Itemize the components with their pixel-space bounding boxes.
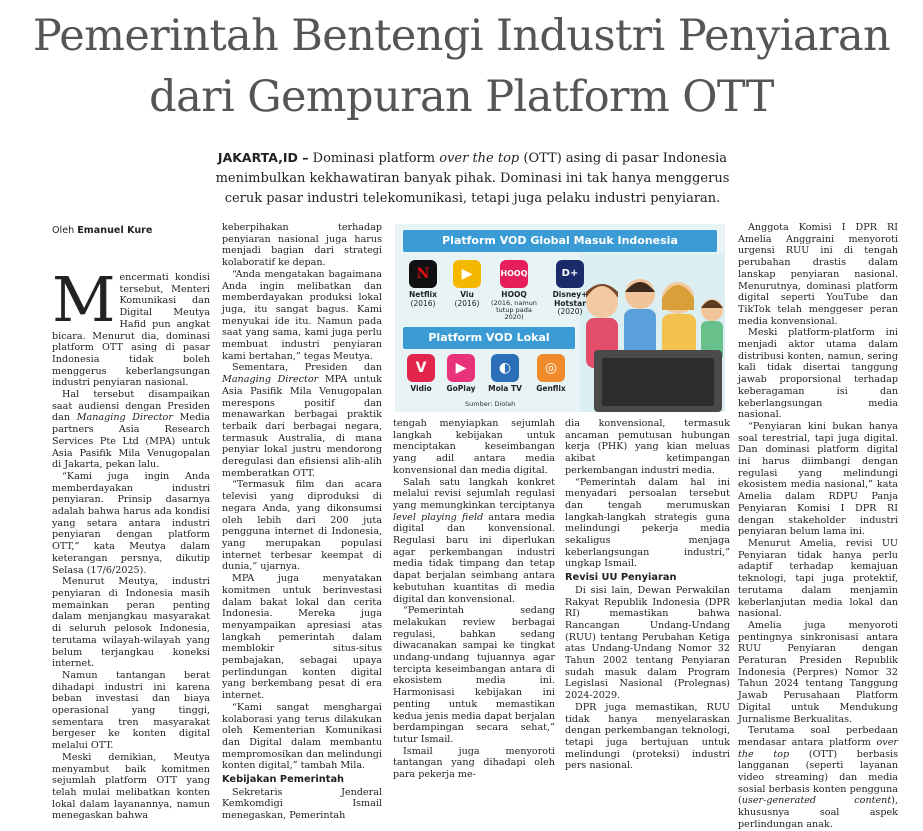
byline <box>52 225 152 236</box>
app-year: (2016) <box>410 298 436 308</box>
app-genflix <box>529 354 573 394</box>
byline-prefix: Oleh <box>52 225 78 236</box>
paragraph: Ismail juga menyoroti tantangan yang dihadapi oleh para pekerja me- <box>393 745 555 781</box>
paragraph: tengah menyiapkan sejumlah langkah kebijakan untuk menciptakan keseimbangan yang adil antara media konvensional dan media digital. <box>393 418 555 476</box>
paragraph: “Anda mengatakan bagaimana Anda ingin melibatkan dan memberdayakan produksi lokal juga, itu sangat bagus. Kami menyukai ide itu. Namun pada saat yang sama, kami juga perlu membuat industri penyiaran kami bertahan,” tegas Meutya. <box>222 268 382 362</box>
hooq-icon: HOOQ <box>500 260 528 288</box>
lead-text-a: Dominasi platform <box>308 151 440 166</box>
article-column-2 <box>222 222 382 822</box>
text-run-italic: Managing Director <box>222 374 319 386</box>
article-column-3 <box>393 418 555 781</box>
paragraph: “Pemerintah dalam hal ini menyadari persoalan tersebut dan tengah merumuskan langkah-langkah strategis guna melindungi pekerja media sekaligus menjaga keberlangsungan industri,” ungkap Ismail. <box>565 476 730 570</box>
paragraph <box>738 725 898 830</box>
dateline: JAKARTA,ID – <box>217 150 309 165</box>
paragraph: Menurut Meutya, industri penyiaran di Indonesia masih memainkan peran penting dalam menjangkau masyarakat di seluruh pelosok Indonesia, terutama wilayah-wilayah yang belum terjangkau koneksi internet. <box>52 576 210 670</box>
netflix-icon: N <box>409 260 437 288</box>
text-run: antara media digital dan konvensional. Regulasi baru ini diperlukan agar perkembangan industri media tidak timpang dan tetap dapat berjalan seimbang antara kebutuhan kuantitas di media digital dan konvensional. <box>393 511 555 605</box>
paragraph: Anggota Komisi I DPR RI Amelia Anggraini menyoroti urgensi RUU ini di tengah perubahan drastis dalam lanskap penyiaran nasional. Menurutnya, dominasi platform digital seperti YouTube dan TikTok telah menggeser peran media konvensional. <box>738 222 898 327</box>
headline <box>20 6 903 128</box>
byline-author: Emanuel Kure <box>77 225 153 236</box>
lead-text-b: (OTT) asing di pasar Indonesia menimbulkan kekhawatiran banyak pihak. Dominasi ini tak hanya menggerus ceruk pasar industri telekomunikasi, tetapi juga pelaku industri penyiaran. <box>215 151 730 206</box>
paragraph: DPR juga memastikan, RUU tidak hanya menyelaraskan dengan perkembangan teknologi, tetapi juga bertujuan untuk melindungi (proteksi) industri pers nasional. <box>565 701 730 772</box>
text-run-italic: over the top <box>738 736 898 760</box>
text-run: Hal tersebut disampaikan saat audiensi dengan Presiden dan <box>52 389 210 424</box>
article-column-4 <box>565 418 730 772</box>
lead-text-italic: over the top <box>439 151 520 166</box>
headline-line-2: dari Gempuran Platform OTT <box>149 72 774 122</box>
app-year: (2016) <box>454 298 480 308</box>
app-viu <box>447 260 487 308</box>
app-year: (2020) <box>557 307 583 316</box>
banner-global-vod: Platform VOD Global Masuk Indonesia <box>403 230 717 252</box>
text-run: Media partners Asia Research Services Pte Ltd (MPA) untuk Asia Pasifik Mila Venugopalan di Jakarta, pekan lalu. <box>52 412 210 471</box>
subheading: Revisi UU Penyiaran <box>565 572 677 584</box>
app-year: (2016, namun tutup pada 2020) <box>491 298 537 321</box>
text-run: Sementara, Presiden dan <box>232 362 382 374</box>
subheading: Kebijakan Pemerintah <box>222 774 345 786</box>
paragraph: Meski demikian, Meutya menyambut baik komitmen sejumlah platform OTT yang telah mulai melibatkan konten lokal dalam layanannya, namun menegaskan bahwa <box>52 751 210 822</box>
paragraph: “Termasuk film dan acara televisi yang diproduksi di negara Anda, yang dikonsumsi oleh lebih dari 200 juta pengguna internet di Indonesia, yang merupakan populasi internet terbesar keempat di dunia,” ujarnya. <box>222 479 382 573</box>
banner-local-vod: Platform VOD Lokal <box>403 327 575 349</box>
paragraph: dia konvensional, termasuk ancaman pemutusan hubungan kerja (PHK) yang kian meluas akibat ketimpangan perkembangan industri media. <box>565 418 730 476</box>
viu-icon: ▶ <box>453 260 481 288</box>
headline-line-1: Pemerintah Bentengi Industri Penyiaran <box>32 11 891 61</box>
paragraph: encermati kondisi tersebut, Menteri Komunikasi dan Digital Meutya Hafid pun angkat bicara. Menurut dia, dominasi platform OTT asing di pasar Indonesia tidak boleh menggerus keberlangsungan industri penyiaran nasional. <box>52 272 210 389</box>
paragraph: keberpihakan terhadap penyiaran nasional juga harus menjadi bagian dari strategi kolaboratif ke depan. <box>222 222 382 269</box>
app-name: GoPlay <box>446 384 476 393</box>
app-mola-tv <box>483 354 527 394</box>
text-run: ), khususnya soal aspek perlindungan anak. <box>738 795 898 830</box>
text-run: Salah satu langkah konkret melalui revisi sejumlah regulasi yang memungkinkan terciptanya <box>393 476 555 511</box>
paragraph: Amelia juga menyoroti pentingnya sinkronisasi antara RUU Penyiaran dengan Peraturan Presiden Republik Indonesia (Perpres) Nomor 32 Tahun 2024 tentang Tanggung Jawab Perusahaan Platform Digital untuk Mendukung Jurnalisme Berkualitas. <box>738 619 898 725</box>
app-vidio <box>401 354 441 394</box>
app-name: Disney+ Hotstar <box>552 290 588 308</box>
paragraph: “Pemerintah sedang melakukan review berbagai regulasi, bahkan sedang diwacanakan sampai ke tingkat undang-undang tujuannya agar tercipta keseimbangan antara di ekosistem media ini. Harmonisasi kebijakan ini penting untuk memastikan kedua jenis media dapat berjalan berdampingan secara sehat,” tutur Ismail. <box>393 605 555 745</box>
family-watching-tv-illustration <box>580 254 725 412</box>
goplay-icon: ▶ <box>447 354 475 382</box>
app-name: Vidio <box>410 384 432 393</box>
paragraph: Di sisi lain, Dewan Perwakilan Rakyat Republik Indonesia (DPR RI) memastikan bahwa Rancangan Undang-Undang (RUU) tentang Perubahan Ketiga atas Undang-Undang Nomor 32 Tahun 2002 tentang Penyiaran sudah masuk dalam Program Legislasi Nasional (Prolegnas) 2024-2029. <box>565 584 730 702</box>
paragraph <box>222 362 382 479</box>
text-run-italic: level playing field <box>393 511 484 523</box>
paragraph: Sekretaris Jenderal Kemkomdigi Ismail menegaskan, Pemerintah <box>222 786 382 822</box>
app-netflix <box>403 260 443 308</box>
app-name: HOOQ <box>501 290 527 299</box>
genflix-icon: ◎ <box>537 354 565 382</box>
drop-cap: M <box>52 263 116 336</box>
paragraph: Meski platform-platform ini menjadi aktor utama dalam distribusi konten, namun, sering kali tidak disertai tanggung jawab proporsional terhadap keberagaman isi dan keberlangsungan media nasional. <box>738 327 898 421</box>
paragraph: “Kami sangat menghargai kolaborasi yang terus dilakukan oleh Kementerian Komunikasi dan Digital dalam membantu mempromosikan dan melindungi konten digital,” tambah Mila. <box>222 701 382 772</box>
paragraph <box>52 389 210 471</box>
paragraph <box>393 477 555 606</box>
article-column-1 <box>52 263 210 822</box>
app-hooq <box>491 260 537 321</box>
paragraph: Namun tantangan berat dihadapi industri ini karena beban investasi dan biaya operasional yang tinggi, sementara tren masyarakat bergeser ke konten digital melalui OTT. <box>52 669 210 752</box>
app-name: Viu <box>460 290 474 299</box>
disney-hotstar-icon: D+ <box>556 260 584 288</box>
text-run: Terutama soal perbedaan mendasar antara platform <box>738 725 898 748</box>
app-name: Genflix <box>536 384 566 393</box>
paragraph: Menurut Amelia, revisi UU Penyiaran tidak hanya perlu adaptif terhadap kemajuan teknologi, tapi juga protektif, terutama dalam menjamin keberlanjutan media lokal dan nasional. <box>738 537 898 620</box>
paragraph: MPA juga menyatakan komitmen untuk berinvestasi dalam bakat lokal dan cerita Indonesia. Mereka juga menyampaikan apresiasi atas langkah pemerintah dalam memblokir situs-situs pembajakan, sebagai upaya perlindungan konten digital yang berkembang pesat di era internet. <box>222 573 382 702</box>
app-goplay <box>441 354 481 394</box>
app-name: Mola TV <box>488 384 522 393</box>
paragraph: “Penyiaran kini bukan hanya soal terestrial, tapi juga digital. Dan dominasi platform digital ini harus diimbangi dengan regulasi yang melindungi ekosistem media nasional,” kata Amelia dalam RDPU Panja Penyiaran Komisi I DPR RI dengan stakeholder industri penyiaran belum lama ini. <box>738 420 898 538</box>
text-run-italic: user-generated content <box>741 795 892 807</box>
vidio-icon: V <box>407 354 435 382</box>
lead-paragraph <box>200 148 745 209</box>
text-run: MPA untuk Asia Pasifik Mila Venugopalan merespons positif dan menawarkan berbagai praktik terbaik dari berbagai negara, termasuk Australia, di mana penyiar lokal justru mendorong deregulasi dan efisiensi alih-alih memberatkan OTT. <box>222 374 382 479</box>
app-disney-hotstar <box>541 260 599 317</box>
article-column-5 <box>738 222 898 831</box>
infographic <box>395 224 725 412</box>
mola-tv-icon: ◐ <box>491 354 519 382</box>
paragraph: “Kami juga ingin Anda memberdayakan industri penyiaran. Prinsip dasarnya adalah bahwa harus ada kondisi yang setara antara industri penyiaran dengan platform OTT,” kata Meutya dalam keterangan persnya, dikutip Selasa (17/6/2025). <box>52 470 210 576</box>
text-run-italic: Managing Director <box>76 412 173 424</box>
app-name: Netflix <box>409 290 437 299</box>
text-run: (OTT) berbasis langganan (seperti layanan video streaming) dan media sosial berbasis konten pengguna ( <box>738 748 898 807</box>
infographic-source: Sumber: Diolah <box>465 400 516 408</box>
